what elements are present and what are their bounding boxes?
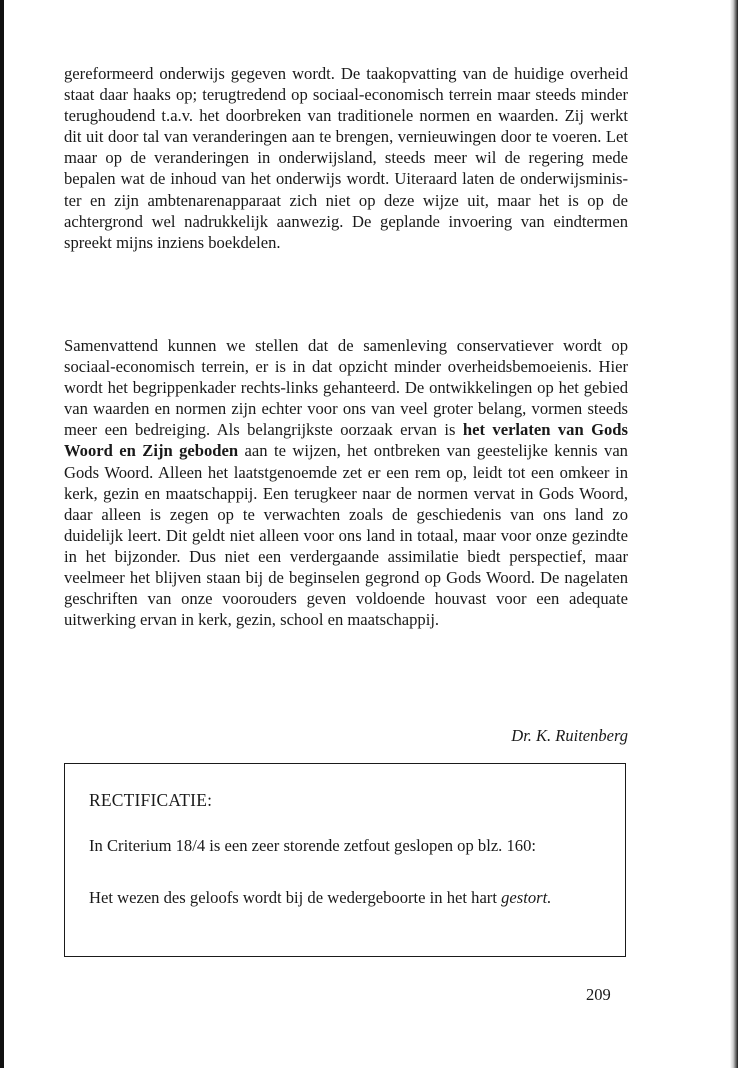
paragraph-2-text-start: Samenvattend kunnen we stellen dat de samenleving conservatiever wordt op sociaal-economisch terrein, er is in dat opzicht minder overheidsbemoeienis. Hier wordt het begrippenkader rechts-links gehanteerd. De ontwikkelingen op het gebied van waarden en normen zijn echter voor ons van veel groter belang, vormen steeds meer een bedreiging. Als belangrijkste oorzaak ervan is: [64, 336, 628, 440]
rectificatie-line-2-italic: gestort.: [501, 888, 552, 907]
rectificatie-title: RECTIFICATIE:: [89, 790, 213, 810]
rectificatie-line-2-text: Het wezen des geloofs wordt bij de wedergeboorte in het hart: [89, 888, 502, 907]
paragraph-1: gereformeerd onderwijs gegeven wordt. De taakopvatting van de huidige overheid staat daar haaks op; terugtredend op sociaal-economisch terrein maar steeds minder terughoudend t.a.v. het doorbreken van traditionele normen en waarden. Zij werkt dit uit door tal van veranderingen aan te brengen, vernieuwingen door te voeren. Let maar op de veranderingen in onderwijsland, steeds meer wil de regering mede bepalen wat de inhoud van het onderwijs wordt. Uiteraard laten de onderwijsminis-ter en zijn ambtenarenapparaat zich niet op deze wijze uit, maar het is op de achtergrond wel nadrukkelijk aanwezig. De geplande invoering van eindtermen spreekt mijns inziens boekdelen.: [64, 64, 628, 252]
page-edge-right: [730, 0, 738, 1068]
paragraph-2-text-end: aan te wijzen, het ontbreken van geestelijke kennis van Gods Woord. Alleen het laatstgenoemde zet er een rem op, leidt tot een omkeer in kerk, gezin en maatschappij. Een terugkeer naar de normen vervat in Gods Woord, daar alleen is zegen op te verwachten zoals de geschiedenis van ons land zo duidelijk leert. Dit geldt niet alleen voor ons land in totaal, maar voor onze gezindte in het bijzonder. Dus niet een verdergaande assimilatie biedt perspectief, maar veelmeer het blijven staan bij de beginselen gegrond op Gods Woord. De nagelaten geschriften van onze voorouders geven voldoende houvast voor een adequate uitwerking ervan in kerk, gezin, school en maatschappij.: [64, 441, 628, 630]
page-number: 209: [586, 985, 611, 1004]
author-signature: Dr. K. Ruitenberg: [511, 726, 628, 745]
paragraph-2-bold-phrase: het verlaten van Gods Woord en Zijn geboden: [64, 420, 628, 461]
rectificatie-line-1: In Criterium 18/4 is een zeer storende zetfout geslopen op blz. 160:: [89, 836, 536, 855]
rectificatie-line-2: [89, 887, 613, 908]
page-edge-left: [0, 0, 4, 1068]
paragraph-2: [64, 335, 628, 630]
rectificatie-box: [64, 763, 626, 957]
